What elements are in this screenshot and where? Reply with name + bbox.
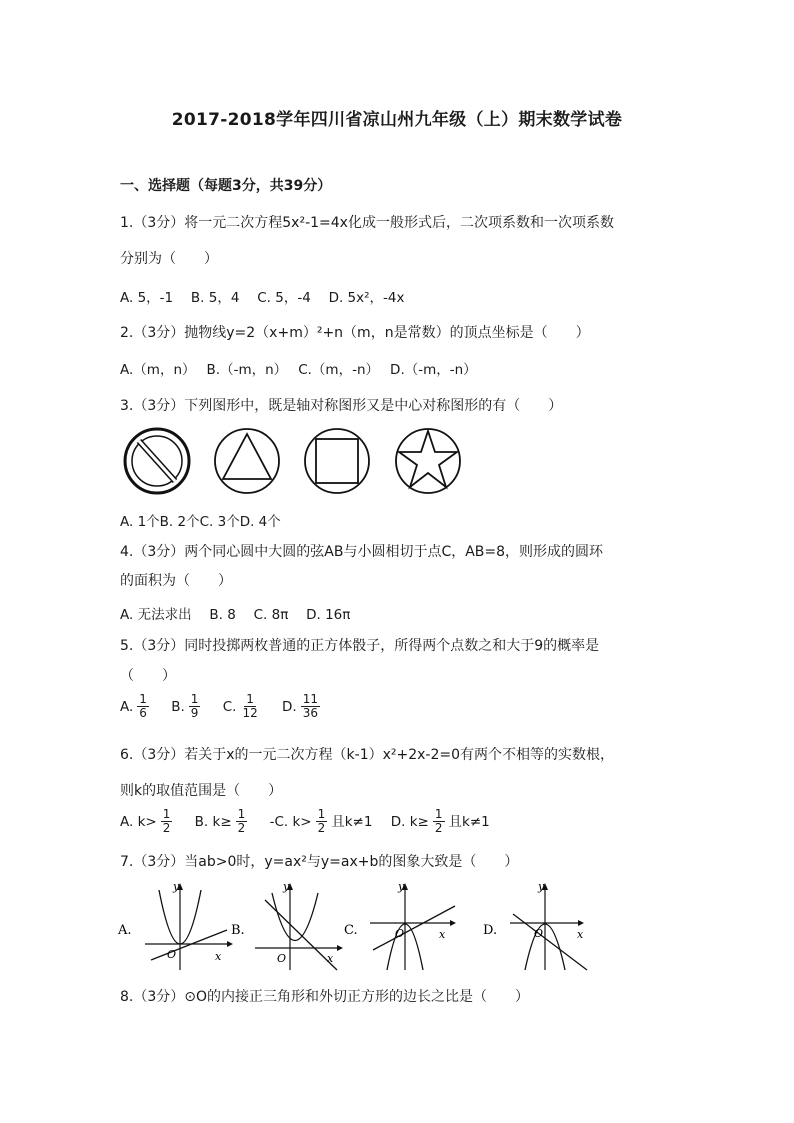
graph-b — [231, 880, 343, 970]
question-2-line-1: 2.（3分）抛物线y=2（x+m）²+n（m，n是常数）的顶点坐标是（ ） — [120, 325, 590, 341]
circle-star-figure — [396, 429, 460, 493]
question-5-options — [120, 693, 338, 720]
q5-option-c: C. $\frac{1}{12}$ — [222, 692, 258, 720]
graph-d-x-label: x — [577, 928, 584, 941]
question-5-line-1: 5.（3分）同时投掷两枚普通的正方体骰子，所得两个点数之和大于9的概率是 — [120, 638, 600, 654]
graph-b-label: B. — [231, 923, 245, 938]
fraction: $\frac{1}{9}$ — [190, 692, 199, 720]
q6-option-c: -C. k> $\frac{1}{2}$ 且k≠1 — [269, 807, 373, 835]
fraction: $\frac{1}{2}$ — [237, 807, 246, 835]
graph-d-label: D. — [483, 923, 498, 938]
graph-a-origin: O — [167, 948, 177, 961]
fraction: $\frac{1}{2}$ — [317, 807, 326, 835]
page-title: 2017-2018学年四川省凉山州九年级（上）期末数学试卷 — [171, 110, 623, 130]
fraction: $\frac{1}{12}$ — [242, 692, 258, 720]
fraction: $\frac{1}{2}$ — [434, 807, 443, 835]
graph-c-x-label: x — [439, 928, 446, 941]
question-5-line-2: （ ） — [120, 668, 176, 684]
q6-option-d: D. k≥ $\frac{1}{2}$ 且k≠1 — [390, 807, 490, 835]
fraction: $\frac{1}{2}$ — [162, 807, 171, 835]
q6-option-b: B. k≥ $\frac{1}{2}$ — [194, 807, 246, 835]
graph-c — [344, 880, 456, 970]
graph-d — [483, 880, 587, 970]
fraction: $\frac{11}{36}$ — [302, 692, 318, 720]
graph-d-origin: O — [534, 927, 544, 940]
question-4-options: A. 无法求出 B. 8 C. 8π D. 16π — [120, 607, 351, 623]
question-1-line-2: 分别为（ ） — [120, 251, 218, 267]
question-7-line-1: 7.（3分）当ab>0时，y=ax²与y=ax+b的图象大致是（ ） — [120, 854, 519, 870]
question-3-line-1: 3.（3分）下列图形中，既是轴对称图形又是中心对称图形的有（ ） — [120, 398, 563, 414]
graph-c-origin: O — [395, 927, 405, 940]
q6-option-a: A. k> $\frac{1}{2}$ — [120, 807, 171, 835]
graph-b-y-label: y — [283, 880, 290, 893]
question-4-line-2: 的面积为（ ） — [120, 573, 232, 589]
q5-option-b: B. $\frac{1}{9}$ — [171, 692, 199, 720]
q5-option-a: A. $\frac{1}{6}$ — [120, 692, 147, 720]
question-4-line-1: 4.（3分）两个同心圆中大圆的弦AB与小圆相切于点C，AB=8，则形成的圆环 — [120, 544, 604, 560]
graph-c-y-label: y — [398, 880, 405, 893]
question-6-line-2: 则k的取值范围是（ ） — [120, 783, 283, 799]
question-3-options: A. 1个B. 2个C. 3个D. 4个 — [120, 514, 281, 530]
fraction: $\frac{1}{6}$ — [139, 692, 147, 720]
question-1-options: A. 5，-1 B. 5，4 C. 5，-4 D. 5x²，-4x — [120, 290, 405, 306]
graph-a-label: A. — [118, 923, 132, 938]
q5-option-d: D. $\frac{11}{36}$ — [282, 692, 318, 720]
question-6-line-1: 6.（3分）若关于x的一元二次方程（k-1）x²+2x-2=0有两个不相等的实数根， — [120, 747, 615, 763]
question-7-graphs — [115, 878, 595, 973]
graph-a-x-label: x — [215, 950, 222, 963]
circle-triangle-figure — [215, 429, 279, 493]
graph-a-y-label: y — [173, 880, 180, 893]
graph-d-y-label: y — [538, 880, 545, 893]
graph-a — [117, 880, 233, 970]
graph-b-origin: O — [277, 952, 287, 965]
graph-b-x-label: x — [327, 952, 334, 965]
question-2-options: A.（m，n） B.（-m，n） C.（m，-n） D.（-m，-n） — [120, 362, 477, 378]
circle-slash-figure — [125, 429, 189, 493]
section-heading: 一、选择题（每题3分，共39分） — [120, 178, 332, 194]
question-1-line-1: 1.（3分）将一元二次方程5x²-1=4x化成一般形式后，二次项系数和一次项系数 — [120, 215, 614, 231]
question-3-figures — [115, 425, 475, 500]
question-6-options — [120, 808, 504, 835]
graph-c-label: C. — [344, 923, 358, 938]
circle-square-figure — [305, 429, 369, 493]
question-8-line-1: 8.（3分）⊙O的内接正三角形和外切正方形的边长之比是（ ） — [120, 989, 530, 1005]
